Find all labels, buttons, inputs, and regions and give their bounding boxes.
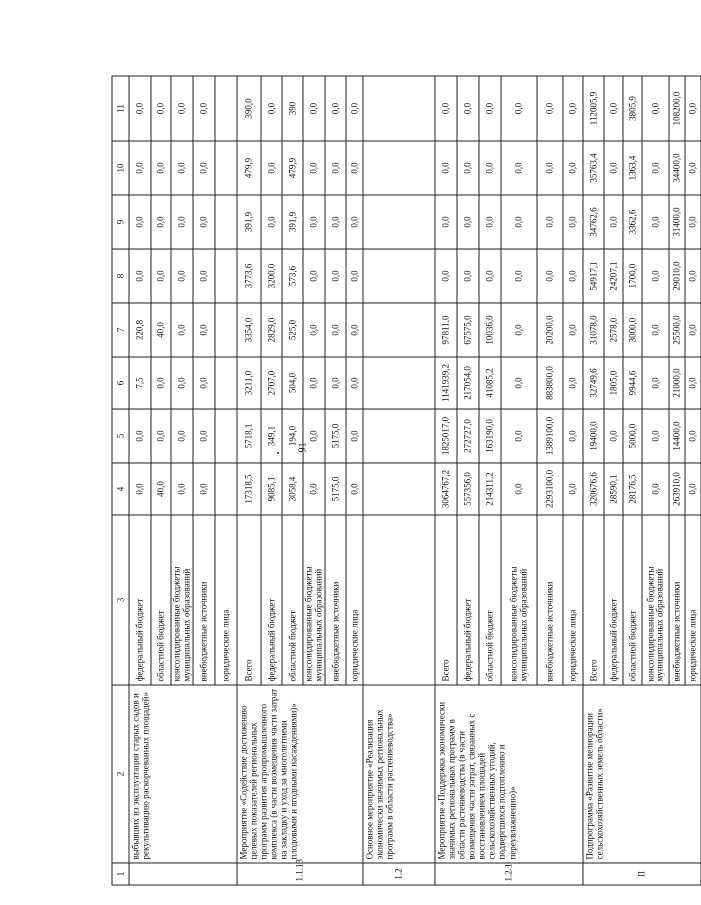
value-cell: 0,0 [563, 195, 583, 249]
value-cell: 1700,0 [623, 249, 642, 303]
value-cell: 0,0 [685, 195, 701, 249]
value-cell: 0,0 [193, 463, 215, 515]
value-cell: 0,0 [642, 303, 669, 357]
value-cell: 0,0 [261, 76, 282, 141]
value-cell: 0,0 [479, 141, 501, 195]
empty-cell [363, 249, 435, 303]
funding-source: внебюджетные источники [537, 515, 563, 685]
value-cell: 0,0 [303, 357, 325, 409]
value-cell: 263910,0 [669, 463, 685, 515]
value-cell: 0,0 [325, 249, 346, 303]
value-cell: 0,0 [457, 76, 479, 141]
value-cell: 390,0 [237, 76, 261, 141]
funding-source: юридические лица [685, 515, 701, 685]
value-cell: 0,0 [642, 357, 669, 409]
value-cell: 0,0 [537, 195, 563, 249]
value-cell [215, 141, 237, 195]
value-cell: 0,0 [435, 195, 457, 249]
row-name: Мероприятие «Содействие достижению целевых показателей региональных программ развития агропромышленного комплекса (в части возмещения части затрат на закладку и уход за многолетними плодовыми и ягодными насаждениями)» [237, 685, 363, 863]
value-cell: 3058,4 [282, 463, 303, 515]
value-cell: 0,0 [642, 249, 669, 303]
header-cell: 6 [112, 357, 129, 409]
row-name: Мероприятие «Поддержка экономически значимых региональных программ в области растениеводства (в части возмещения части затрат, связанных с восстановлением площадей сельскохозяйственных угодий, подвергшихся подтоплению и переувлажнению)» [435, 685, 583, 863]
value-cell: 0,0 [563, 249, 583, 303]
value-cell: 0,0 [563, 357, 583, 409]
funding-source: федеральный бюджет [129, 515, 151, 685]
value-cell: 2293100,0 [537, 463, 563, 515]
value-cell: 0,0 [604, 195, 623, 249]
value-cell: 108200,0 [669, 76, 685, 141]
row-number: 1.2.1 [435, 863, 583, 885]
value-cell: 0,0 [171, 409, 193, 463]
value-cell: 479,9 [282, 141, 303, 195]
value-cell: 0,0 [642, 76, 669, 141]
value-cell: 25500,0 [669, 303, 685, 357]
value-cell: 28176,5 [623, 463, 642, 515]
funding-source: областной бюджет [623, 515, 642, 685]
page-number: 91 [297, 442, 309, 453]
value-cell: 54917,1 [583, 249, 604, 303]
value-cell: 0,0 [171, 303, 193, 357]
value-cell: 0,0 [303, 195, 325, 249]
value-cell: 0,0 [346, 195, 363, 249]
header-row [112, 76, 129, 885]
value-cell: 0,0 [457, 195, 479, 249]
value-cell: 34400,0 [669, 141, 685, 195]
value-cell [215, 409, 237, 463]
value-cell: 0,0 [171, 76, 193, 141]
table-body [112, 76, 701, 885]
value-cell: 2829,0 [261, 303, 282, 357]
value-cell: 24207,1 [604, 249, 623, 303]
value-cell: 391,9 [237, 195, 261, 249]
value-cell: 0,0 [685, 141, 701, 195]
budget-table [111, 76, 701, 886]
header-cell: 7 [112, 303, 129, 357]
value-cell: 0,0 [479, 76, 501, 141]
value-cell: 0,0 [346, 249, 363, 303]
funding-source: консолидированные бюджеты муниципальных образований [303, 515, 325, 685]
value-cell: 0,0 [435, 141, 457, 195]
value-cell: 0,0 [685, 409, 701, 463]
table-row [583, 76, 604, 885]
value-cell: 163190,0 [479, 409, 501, 463]
value-cell: 97811,0 [435, 303, 457, 357]
value-cell: 0,0 [501, 76, 537, 141]
empty-cell [363, 141, 435, 195]
value-cell: 0,0 [435, 249, 457, 303]
value-cell: 0,0 [642, 463, 669, 515]
value-cell: 0,0 [151, 249, 171, 303]
value-cell: 0,0 [129, 249, 151, 303]
value-cell: 0,0 [325, 141, 346, 195]
value-cell: 0,0 [171, 141, 193, 195]
value-cell: 34762,6 [583, 195, 604, 249]
table-row [237, 76, 261, 885]
value-cell: 1363,4 [623, 141, 642, 195]
funding-source: консолидированные бюджеты муниципальных образований [171, 515, 193, 685]
value-cell: 5000,0 [623, 409, 642, 463]
funding-source: федеральный бюджет [457, 515, 479, 685]
funding-source: юридические лица [346, 515, 363, 685]
value-cell: 217054,0 [457, 357, 479, 409]
value-cell [215, 303, 237, 357]
funding-source: Всего [583, 515, 604, 685]
value-cell: 35763,4 [583, 141, 604, 195]
value-cell: 0,0 [151, 357, 171, 409]
rotated-table-container [111, 77, 698, 886]
value-cell: 0,0 [151, 141, 171, 195]
value-cell: 0,0 [346, 357, 363, 409]
value-cell: 0,0 [501, 195, 537, 249]
value-cell: 0,0 [129, 463, 151, 515]
value-cell: 557356,0 [457, 463, 479, 515]
value-cell: 0,0 [303, 76, 325, 141]
value-cell: 0,0 [193, 357, 215, 409]
value-cell: 0,0 [685, 463, 701, 515]
value-cell: 0,0 [303, 303, 325, 357]
value-cell: 0,0 [303, 463, 325, 515]
value-cell: 112005,9 [583, 76, 604, 141]
value-cell: 0,0 [325, 195, 346, 249]
value-cell: 0,0 [642, 195, 669, 249]
empty-cell [363, 357, 435, 409]
value-cell: 0,0 [537, 249, 563, 303]
value-cell: 21000,0 [669, 357, 685, 409]
value-cell: 0,0 [604, 141, 623, 195]
value-cell: 20200,0 [537, 303, 563, 357]
value-cell: 41085,2 [479, 357, 501, 409]
value-cell: 3200,0 [261, 249, 282, 303]
header-cell: 2 [112, 685, 129, 863]
funding-source: областной бюджет [282, 515, 303, 685]
value-cell: 0,0 [685, 76, 701, 141]
header-cell: 10 [112, 141, 129, 195]
value-cell: 3064767,2 [435, 463, 457, 515]
value-cell: 5718,1 [237, 409, 261, 463]
value-cell: 3000,0 [623, 303, 642, 357]
value-cell: 0,0 [151, 76, 171, 141]
funding-source: Всего [435, 515, 457, 685]
value-cell: 0,0 [303, 409, 325, 463]
value-cell: 0,0 [193, 141, 215, 195]
value-cell: 525,0 [282, 303, 303, 357]
value-cell: 479,9 [237, 141, 261, 195]
value-cell: 0,0 [171, 357, 193, 409]
value-cell: 0,0 [171, 463, 193, 515]
value-cell: 67575,0 [457, 303, 479, 357]
empty-cell [363, 195, 435, 249]
value-cell: 0,0 [563, 463, 583, 515]
row-number [129, 863, 237, 885]
value-cell: 272727,0 [457, 409, 479, 463]
value-cell: 1389100,0 [537, 409, 563, 463]
header-cell: 11 [112, 76, 129, 141]
value-cell: 214311,2 [479, 463, 501, 515]
value-cell: 0,0 [642, 141, 669, 195]
value-cell: 0,0 [303, 249, 325, 303]
value-cell: 0,0 [193, 303, 215, 357]
value-cell: 0,0 [457, 249, 479, 303]
value-cell: 0,0 [151, 195, 171, 249]
funding-source: внебюджетные источники [669, 515, 685, 685]
funding-source: консолидированные бюджеты муниципальных образований [501, 515, 537, 685]
value-cell: 0,0 [479, 195, 501, 249]
table-row [129, 76, 151, 885]
value-cell: 0,0 [346, 141, 363, 195]
row-number: 1.1.13 [237, 863, 363, 885]
value-cell: 0,0 [261, 141, 282, 195]
value-cell [215, 249, 237, 303]
value-cell: 390 [282, 76, 303, 141]
funding-source: федеральный бюджет [604, 515, 623, 685]
value-cell: 0,0 [604, 409, 623, 463]
value-cell: 0,0 [563, 303, 583, 357]
value-cell: 0,0 [325, 357, 346, 409]
value-cell: 0,0 [685, 303, 701, 357]
value-cell: 3773,6 [237, 249, 261, 303]
value-cell: 5175,0 [325, 463, 346, 515]
value-cell: 0,0 [563, 141, 583, 195]
funding-source: внебюджетные источники [325, 515, 346, 685]
value-cell: 10036,0 [479, 303, 501, 357]
value-cell: 0,0 [501, 249, 537, 303]
value-cell: 0,0 [604, 76, 623, 141]
value-cell: 1141939,2 [435, 357, 457, 409]
funding-source: юридические лица [215, 515, 237, 685]
header-cell: 5 [112, 409, 129, 463]
value-cell: 29010,0 [669, 249, 685, 303]
value-cell: 320676,6 [583, 463, 604, 515]
row-name: выбывших из эксплуатации старых садов и рекультивацию раскорчеванных площадей» [129, 685, 237, 863]
value-cell: 0,0 [346, 76, 363, 141]
value-cell [215, 76, 237, 141]
funding-source: областной бюджет [479, 515, 501, 685]
row-name: Подпрограмма «Развитие мелиорации сельскохозяйственных земель области» [583, 685, 701, 863]
row-name: Основное мероприятие «Реализация экономически значимых региональных программ в области растениеводства» [363, 685, 435, 863]
value-cell: 0,0 [537, 141, 563, 195]
value-cell: 0,0 [346, 463, 363, 515]
value-cell [215, 195, 237, 249]
value-cell: 0,0 [193, 76, 215, 141]
value-cell: 2707,0 [261, 357, 282, 409]
value-cell: 3211,0 [237, 357, 261, 409]
value-cell: 7,5 [129, 357, 151, 409]
value-cell: 3354,0 [237, 303, 261, 357]
value-cell: 0,0 [193, 409, 215, 463]
value-cell: 1805,0 [604, 357, 623, 409]
value-cell: 0,0 [457, 141, 479, 195]
value-cell: 40,0 [151, 463, 171, 515]
empty-cell [363, 409, 435, 463]
value-cell: 9085,1 [261, 463, 282, 515]
value-cell: 391,9 [282, 195, 303, 249]
value-cell: 0,0 [435, 76, 457, 141]
table-row [363, 76, 435, 885]
value-cell: 0,0 [171, 249, 193, 303]
value-cell: 0,0 [151, 409, 171, 463]
value-cell: 220,8 [129, 303, 151, 357]
value-cell: 9944,6 [623, 357, 642, 409]
value-cell: 0,0 [261, 195, 282, 249]
value-cell: 0,0 [685, 357, 701, 409]
empty-cell [363, 515, 435, 685]
value-cell: 0,0 [129, 195, 151, 249]
value-cell: 0,0 [501, 409, 537, 463]
row-number: 1.2 [363, 863, 435, 885]
value-cell: 0,0 [129, 76, 151, 141]
value-cell: 0,0 [563, 409, 583, 463]
value-cell: 31078,0 [583, 303, 604, 357]
value-cell: 504,0 [282, 357, 303, 409]
value-cell: 0,0 [537, 76, 563, 141]
value-cell: 1825017,0 [435, 409, 457, 463]
value-cell: 2578,0 [604, 303, 623, 357]
value-cell: 0,0 [685, 249, 701, 303]
funding-source: консолидированные бюджеты муниципальных образований [642, 515, 669, 685]
value-cell: 28590,1 [604, 463, 623, 515]
empty-cell [363, 303, 435, 357]
value-cell: 0,0 [501, 357, 537, 409]
empty-cell [363, 76, 435, 141]
funding-source: Всего [237, 515, 261, 685]
value-cell: 573,6 [282, 249, 303, 303]
value-cell: 194,0 [282, 409, 303, 463]
value-cell [215, 357, 237, 409]
value-cell: 31400,0 [669, 195, 685, 249]
value-cell: 0,0 [346, 303, 363, 357]
value-cell: 0,0 [501, 463, 537, 515]
value-cell: 0,0 [325, 303, 346, 357]
value-cell: 0,0 [129, 409, 151, 463]
value-cell: 0,0 [501, 141, 537, 195]
value-cell: 0,0 [642, 409, 669, 463]
value-cell: 0,0 [563, 76, 583, 141]
value-cell: 0,0 [479, 249, 501, 303]
value-cell: 5175,0 [325, 409, 346, 463]
value-cell: 0,0 [303, 141, 325, 195]
table-row [435, 76, 457, 885]
header-cell: 9 [112, 195, 129, 249]
value-cell [215, 463, 237, 515]
value-cell: 19400,0 [583, 409, 604, 463]
value-cell: 0,0 [193, 249, 215, 303]
header-cell: 4 [112, 463, 129, 515]
funding-source: внебюджетные источники [193, 515, 215, 685]
value-cell: 0,0 [346, 409, 363, 463]
value-cell: 0,0 [325, 76, 346, 141]
value-cell: 14400,0 [669, 409, 685, 463]
value-cell: 17318,5 [237, 463, 261, 515]
value-cell: 0,0 [129, 141, 151, 195]
header-cell: 1 [112, 863, 129, 885]
header-cell: 8 [112, 249, 129, 303]
funding-source: федеральный бюджет [261, 515, 282, 685]
value-cell: 0,0 [171, 195, 193, 249]
value-cell: 40,0 [151, 303, 171, 357]
funding-source: областной бюджет [151, 515, 171, 685]
value-cell: 32749,6 [583, 357, 604, 409]
funding-source: юридические лица [563, 515, 583, 685]
value-cell: 0,0 [193, 195, 215, 249]
header-cell: 3 [112, 515, 129, 685]
row-number: II [583, 863, 701, 885]
value-cell: 883800,0 [537, 357, 563, 409]
empty-cell [363, 463, 435, 515]
value-cell: 0,0 [501, 303, 537, 357]
value-cell: 3805,9 [623, 76, 642, 141]
value-cell: 349,1 [261, 409, 282, 463]
value-cell: 3362,6 [623, 195, 642, 249]
